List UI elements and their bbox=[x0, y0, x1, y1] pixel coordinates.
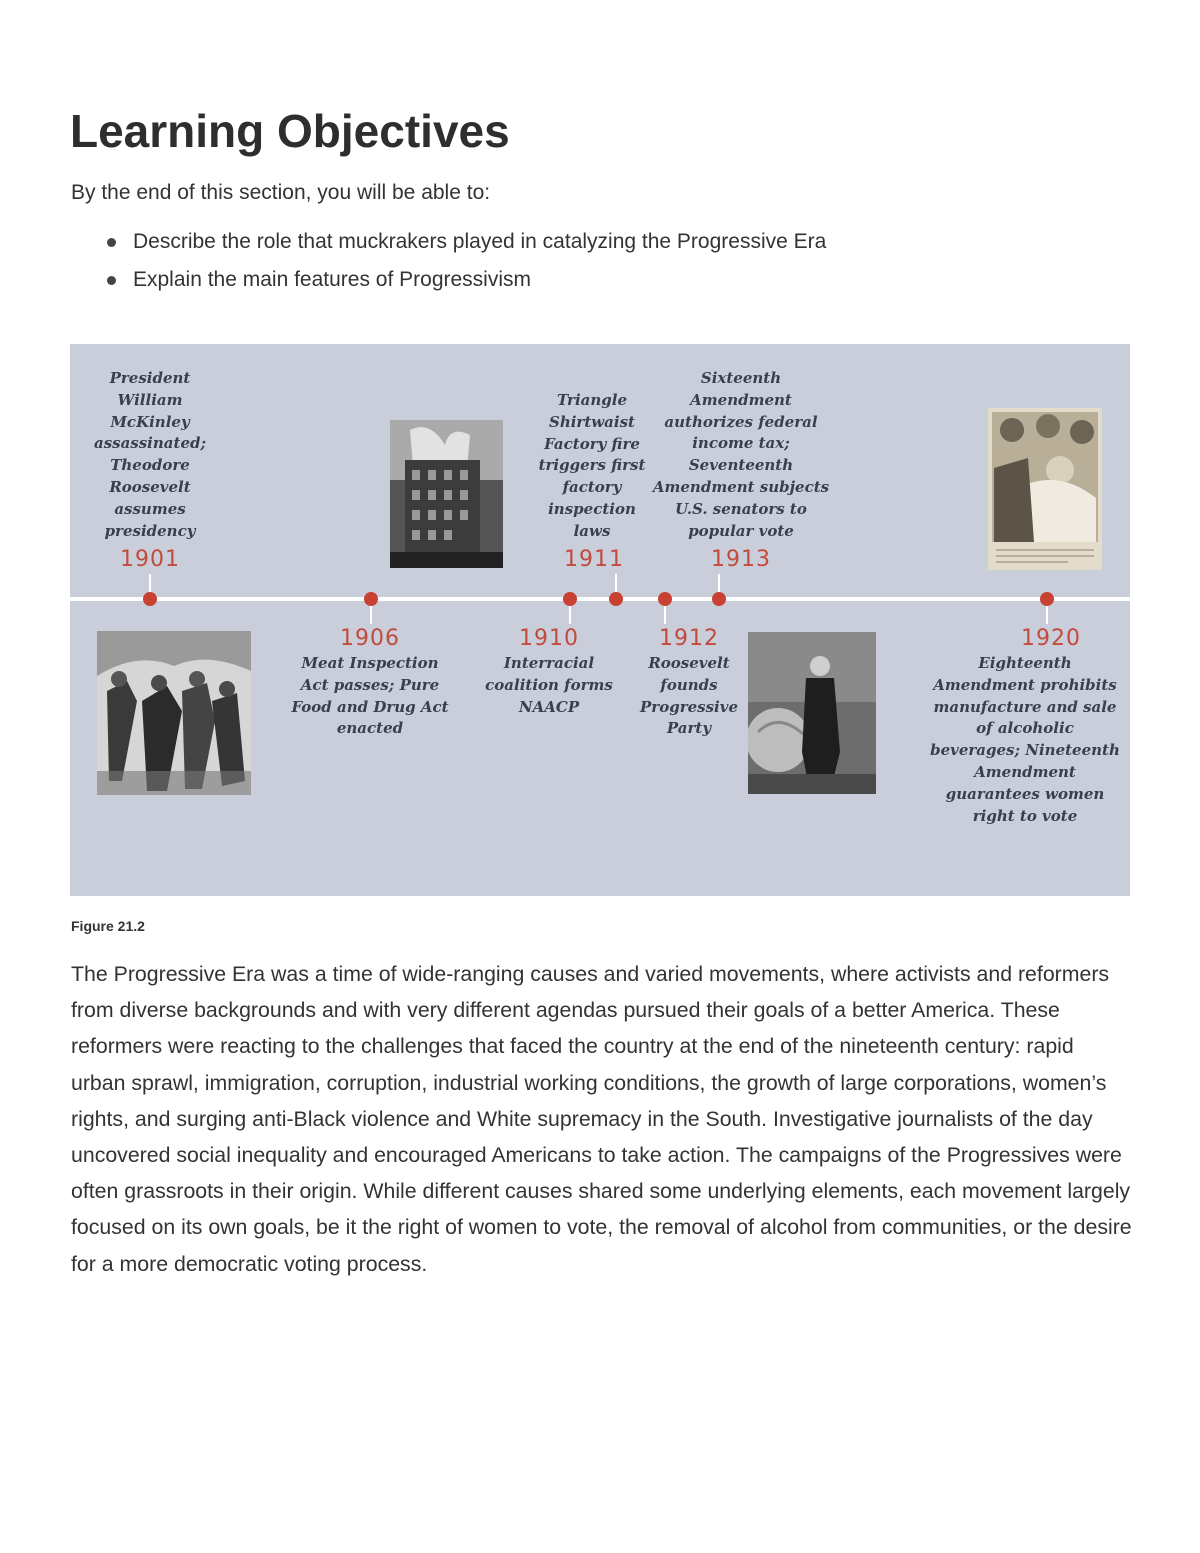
timeline-dot-1912 bbox=[658, 592, 672, 606]
event-year-1910: 1910 bbox=[519, 626, 579, 651]
tick-1910 bbox=[569, 604, 571, 624]
event-year-1920: 1920 bbox=[1021, 626, 1081, 651]
timeline-dot-1910 bbox=[563, 592, 577, 606]
timeline-dot-1906 bbox=[364, 592, 378, 606]
timeline-figure bbox=[70, 344, 1130, 896]
event-text-1901: President William McKinley assassinated; Theodore Roosevelt assumes presidency bbox=[93, 369, 207, 540]
event-year-1912: 1912 bbox=[659, 626, 719, 651]
amendment-signing-image bbox=[988, 408, 1102, 570]
event-text-1920: Eighteenth Amendment prohibits manufacture and sale of alcoholic beverages; Nineteenth Amendment guarantees women right to vote bbox=[930, 654, 1120, 825]
event-year-1913: 1913 bbox=[711, 547, 771, 572]
timeline-dot-1913 bbox=[712, 592, 726, 606]
event-text-1913: Sixteenth Amendment authorizes federal income tax; Seventeenth Amendment subjects U.S. senators to popular vote bbox=[652, 369, 830, 540]
page-heading: Learning Objectives bbox=[70, 105, 510, 157]
event-year-1911: 1911 bbox=[564, 547, 624, 572]
triangle-fire-image bbox=[390, 420, 503, 568]
timeline-dot-1901 bbox=[143, 592, 157, 606]
objective-item: Describe the role that muckrakers played in catalyzing the Progressive Era bbox=[103, 228, 826, 266]
event-year-1901: 1901 bbox=[120, 547, 180, 572]
timeline-dot-1920 bbox=[1040, 592, 1054, 606]
tick-1911 bbox=[615, 574, 617, 594]
intro-text: By the end of this section, you will be able to: bbox=[71, 181, 491, 204]
objectives-list bbox=[103, 228, 826, 304]
timeline-dot-1911 bbox=[609, 592, 623, 606]
event-text-1906: Meat Inspection Act passes; Pure Food and Drug Act enacted bbox=[291, 654, 449, 738]
body-paragraph: The Progressive Era was a time of wide-ranging causes and varied movements, where activists and reformers from diverse backgrounds and with very different agendas pursued their goals of a better America. These reformers were reacting to the challenges that faced the country at the end of the nineteenth century: rapid urban sprawl, immigration, corruption, industrial working conditions, the growth of large corporations, women’s rights, and surging anti-Black violence and White supremacy in the South. Investigative journalists of the day uncovered social inequality and encouraged Americans to take action. The campaigns of the Progressives were often grassroots in their origin. While different causes shared some underlying elements, each movement largely focused on its own goals, be it the right of women to vote, the removal of alcohol from communities, or the desire for a more democratic voting process. bbox=[71, 962, 1132, 1276]
event-text-1911: Triangle Shirtwaist Factory fire triggers first factory inspection laws bbox=[538, 391, 646, 540]
tick-1912 bbox=[664, 604, 666, 624]
event-text-1912: Roosevelt founds Progressive Party bbox=[640, 654, 738, 738]
event-text-1910: Interracial coalition forms NAACP bbox=[485, 654, 613, 716]
tick-1906 bbox=[370, 604, 372, 624]
roosevelt-portrait-image bbox=[748, 632, 876, 794]
tick-1920 bbox=[1046, 604, 1048, 624]
event-year-1906: 1906 bbox=[340, 626, 400, 651]
tick-1913 bbox=[718, 574, 720, 594]
figure-label: Figure 21.2 bbox=[71, 918, 145, 934]
tick-1901 bbox=[149, 574, 151, 594]
timeline-axis bbox=[70, 597, 1130, 601]
objective-item: Explain the main features of Progressivism bbox=[103, 266, 826, 304]
mckinley-assassination-image bbox=[97, 631, 251, 795]
